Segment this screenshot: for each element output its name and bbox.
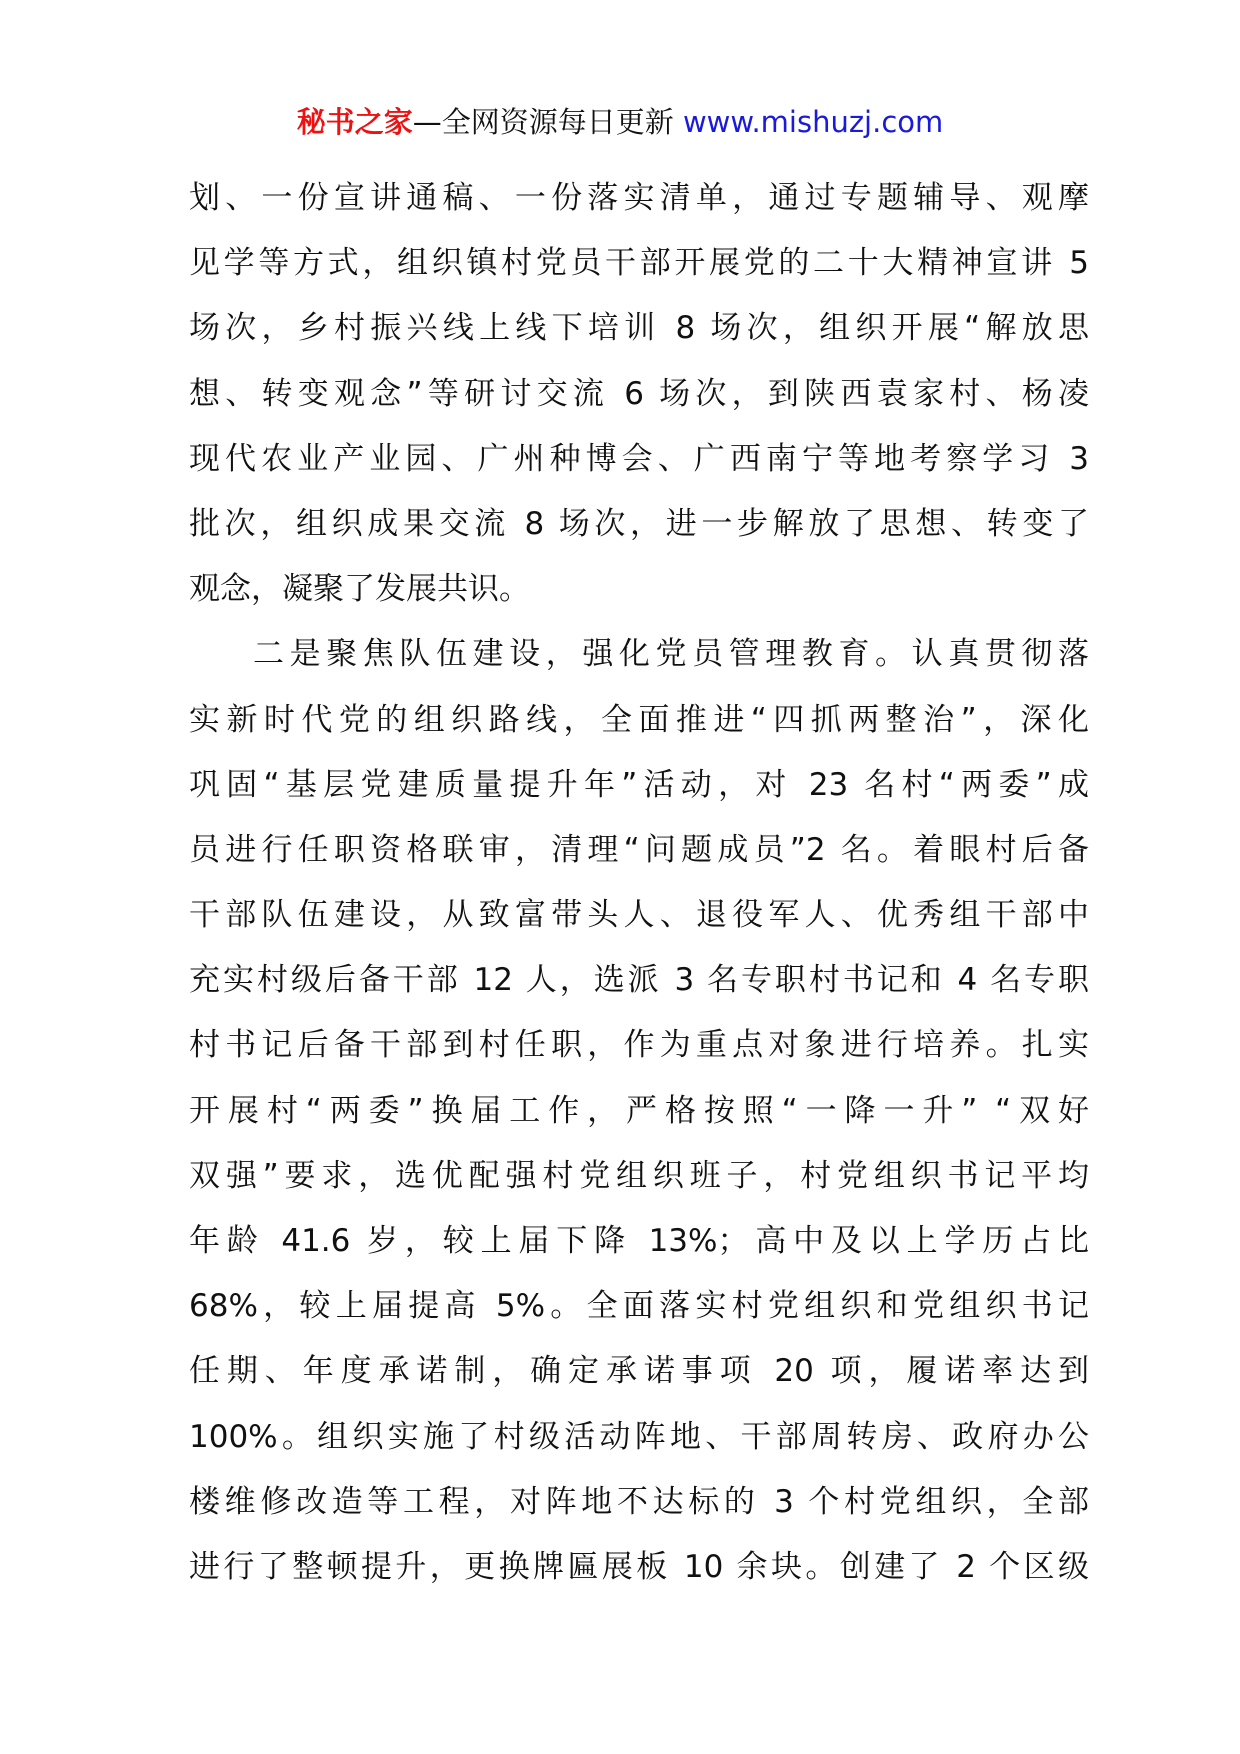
text-line: 充实村级后备干部 12 人，选派 3 名专职村书记和 4 名专职 [189,962,1089,999]
text-line: 村书记后备干部到村任职，作为重点对象进行培养。扎实 [189,1027,1089,1064]
text-line: 进行了整顿提升，更换牌匾展板 10 余块。创建了 2 个区级 [189,1548,1089,1585]
text-line: 实新时代党的组织路线，全面推进“四抓两整治”，深化 [189,701,1089,738]
text-line: 68%，较上届提高 5%。全面落实村党组织和党组织书记 [189,1288,1089,1325]
text-line: 100%。组织实施了村级活动阵地、干部周转房、政府办公 [189,1418,1089,1455]
text-line: 划、一份宣讲通稿、一份落实清单，通过专题辅导、观摩 [189,180,1089,216]
text-line: 任期、年度承诺制，确定承诺事项 20 项，履诺率达到 [189,1353,1089,1390]
brand-name: 秘书之家 [296,105,413,139]
text-line: 场次，乡村振兴线上线下培训 8 场次，组织开展“解放思 [189,310,1089,347]
text-line: 员进行任职资格联审，清理“问题成员”2 名。着眼村后备 [189,831,1089,868]
site-url-link[interactable]: www.mishuzj.com [682,105,944,139]
text-line: 双强”要求，选优配强村党组织班子，村党组织书记平均 [189,1157,1089,1194]
document-body [189,166,1089,1600]
text-line: 想、转变观念”等研讨交流 6 场次，到陕西袁家村、杨凌 [189,375,1089,412]
text-line: 巩固“基层党建质量提升年”活动，对 23 名村“两委”成 [189,766,1089,803]
text-line: 批次，组织成果交流 8 场次，进一步解放了思想、转变了 [189,505,1089,542]
text-line: 观念，凝聚了发展共识。 [189,571,530,608]
header-tagline: —全网资源每日更新 [412,105,674,139]
text-line: 年龄 41.6 岁，较上届下降 13%；高中及以上学历占比 [189,1223,1089,1259]
text-line: 干部队伍建设，从致富带头人、退役军人、优秀组干部中 [189,897,1089,934]
text-line: 开展村“两委”换届工作，严格按照“一降一升” “双好 [189,1092,1089,1129]
text-line: 见学等方式，组织镇村党员干部开展党的二十大精神宣讲 5 [189,245,1089,282]
text-line: 现代农业产业园、广州种博会、广西南宁等地考察学习 3 [189,440,1089,477]
watermark-header [0,102,1240,142]
paragraph-first-line: 二是聚焦队伍建设，强化党员管理教育。认真贯彻落 [253,636,1089,673]
text-line: 楼维修改造等工程，对阵地不达标的 3 个村党组织，全部 [189,1483,1089,1520]
